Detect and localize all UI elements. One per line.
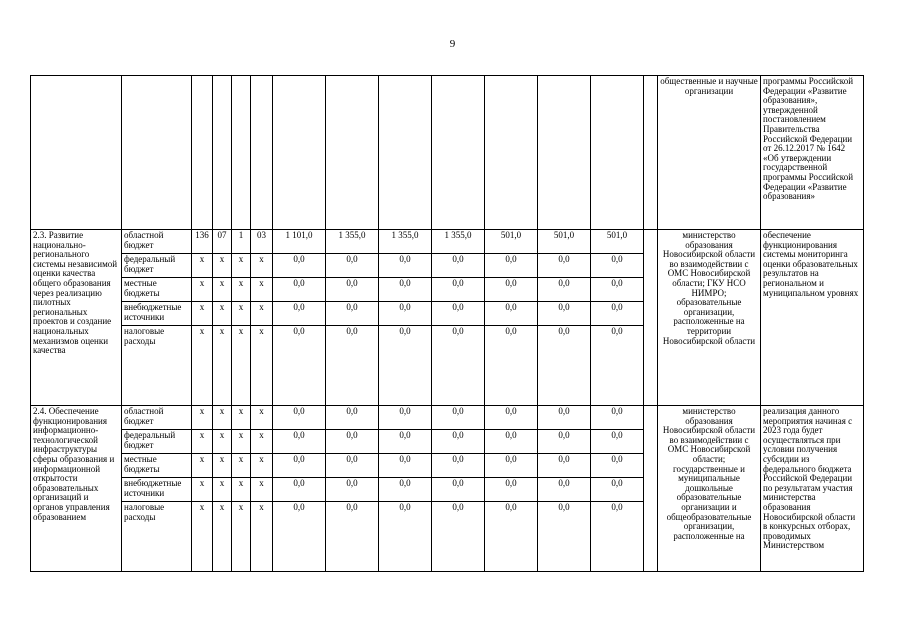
measure-name: 2.3. Развитие национально-регионального системы независимой оценки качества общего образования через реализацию пилотных региональных проектов и создание национальных механизмов оценки качества [31, 230, 122, 406]
result-cell: обеспечение функционирования системы мониторинга оценки образовательных результатов на региональном и муниципальном уровнях [761, 230, 864, 406]
program-table [30, 75, 864, 572]
value-cell: 0,0 [538, 278, 591, 302]
grbs-code: 136 [192, 230, 213, 254]
value-cell: 0,0 [538, 406, 591, 430]
empty-cell [251, 76, 273, 230]
value-cell: 0,0 [326, 254, 379, 278]
grbs-code: x [192, 254, 213, 278]
empty-cell [432, 76, 485, 230]
empty-cell [591, 76, 644, 230]
value-cell: 0,0 [432, 254, 485, 278]
funding-source: областной бюджет [122, 230, 192, 254]
funding-source: местные бюджеты [122, 278, 192, 302]
value-cell: 0,0 [432, 502, 485, 572]
csr-code: 03 [251, 230, 273, 254]
empty-cell [485, 76, 538, 230]
value-cell: 0,0 [485, 430, 538, 454]
empty-cell [232, 76, 251, 230]
value-cell: 0,0 [273, 430, 326, 454]
grbs-code: x [192, 406, 213, 430]
value-cell: 0,0 [485, 478, 538, 502]
value-cell: 0,0 [591, 302, 644, 326]
funding-source: областной бюджет [122, 406, 192, 430]
funding-source: налоговые расходы [122, 326, 192, 406]
empty-cell [192, 76, 213, 230]
value-cell: 0,0 [591, 502, 644, 572]
value-cell: 0,0 [591, 430, 644, 454]
pr-code: x [232, 326, 251, 406]
value-cell: 0,0 [273, 278, 326, 302]
empty-cell [273, 76, 326, 230]
value-cell: 0,0 [538, 454, 591, 478]
value-cell: 0,0 [326, 406, 379, 430]
funding-source: внебюджетные источники [122, 478, 192, 502]
value-cell: 0,0 [432, 430, 485, 454]
grbs-code: x [192, 502, 213, 572]
value-cell: 0,0 [591, 406, 644, 430]
grbs-code: x [192, 278, 213, 302]
rz-code: x [213, 478, 232, 502]
csr-code: x [251, 254, 273, 278]
value-cell: 0,0 [379, 502, 432, 572]
rz-code: x [213, 254, 232, 278]
value-cell: 0,0 [538, 478, 591, 502]
executor-cell: министерство образования Новосибирской области во взаимодействии с ОМС Новосибирской области; государственные и муниципальные дошкольные образовательные организации и общеобразовательные организации, расположенные на [658, 406, 761, 572]
value-cell: 0,0 [379, 478, 432, 502]
executor-cell: общественные и научные организации [658, 76, 761, 230]
rz-code: x [213, 430, 232, 454]
value-cell: 0,0 [273, 478, 326, 502]
value-cell: 0,0 [591, 326, 644, 406]
table-body [31, 76, 864, 572]
funding-source: местные бюджеты [122, 454, 192, 478]
grbs-code: x [192, 326, 213, 406]
value-cell: 0,0 [379, 406, 432, 430]
rz-code: x [213, 454, 232, 478]
value-cell: 0,0 [273, 502, 326, 572]
empty-cell [31, 76, 122, 230]
value-cell: 0,0 [379, 454, 432, 478]
value-cell: 0,0 [432, 326, 485, 406]
value-cell: 1 355,0 [432, 230, 485, 254]
value-cell: 0,0 [326, 326, 379, 406]
grbs-code: x [192, 454, 213, 478]
rz-code: x [213, 278, 232, 302]
funding-source: федеральный бюджет [122, 254, 192, 278]
value-cell: 0,0 [538, 326, 591, 406]
empty-cell [122, 76, 192, 230]
csr-code: x [251, 302, 273, 326]
value-cell: 0,0 [273, 326, 326, 406]
csr-code: x [251, 406, 273, 430]
value-cell: 0,0 [326, 302, 379, 326]
value-cell: 0,0 [485, 326, 538, 406]
rz-code: x [213, 502, 232, 572]
value-cell: 0,0 [485, 254, 538, 278]
value-cell: 0,0 [379, 430, 432, 454]
value-cell: 0,0 [485, 278, 538, 302]
value-cell: 0,0 [326, 454, 379, 478]
csr-code: x [251, 502, 273, 572]
pr-code: x [232, 406, 251, 430]
value-cell: 0,0 [538, 302, 591, 326]
result-cell: реализация данного мероприятия начиная с 2023 года будет осуществляться при условии получения субсидии из федерального бюджета Российской Федерации по результатам участия министерства образования Новосибирской области в конкурсных отборах, проводимых Министерством [761, 406, 864, 572]
empty-cell [644, 406, 658, 572]
result-cell: программы Российской Федерации «Развитие образования», утвержденной постановлением Правительства Российской Федерации от 26.12.2017 № 1642 «Об утверждении государственной программы Российской Федерации «Развитие образования» [761, 76, 864, 230]
value-cell: 0,0 [485, 302, 538, 326]
value-cell: 0,0 [432, 278, 485, 302]
value-cell: 0,0 [379, 302, 432, 326]
table-row [31, 406, 864, 430]
value-cell: 1 355,0 [379, 230, 432, 254]
rz-code: 07 [213, 230, 232, 254]
value-cell: 1 355,0 [326, 230, 379, 254]
value-cell: 1 101,0 [273, 230, 326, 254]
value-cell: 0,0 [591, 254, 644, 278]
pr-code: x [232, 278, 251, 302]
value-cell: 0,0 [591, 278, 644, 302]
measure-name: 2.4. Обеспечение функционирования информационно-технологической инфраструктуры сферы образования и информационной открытости образовательных организаций и органов управления образованием [31, 406, 122, 572]
value-cell: 0,0 [591, 478, 644, 502]
value-cell: 0,0 [538, 254, 591, 278]
empty-cell [538, 76, 591, 230]
value-cell: 0,0 [326, 502, 379, 572]
empty-cell [326, 76, 379, 230]
value-cell: 0,0 [273, 406, 326, 430]
empty-cell [213, 76, 232, 230]
value-cell: 501,0 [591, 230, 644, 254]
rz-code: x [213, 302, 232, 326]
value-cell: 0,0 [432, 406, 485, 430]
value-cell: 0,0 [326, 430, 379, 454]
grbs-code: x [192, 478, 213, 502]
funding-source: внебюджетные источники [122, 302, 192, 326]
table-row [31, 230, 864, 254]
rz-code: x [213, 326, 232, 406]
pr-code: x [232, 478, 251, 502]
funding-source: федеральный бюджет [122, 430, 192, 454]
value-cell: 0,0 [485, 502, 538, 572]
funding-source: налоговые расходы [122, 502, 192, 572]
value-cell: 0,0 [432, 302, 485, 326]
value-cell: 501,0 [485, 230, 538, 254]
value-cell: 501,0 [538, 230, 591, 254]
grbs-code: x [192, 430, 213, 454]
csr-code: x [251, 454, 273, 478]
pr-code: x [232, 502, 251, 572]
value-cell: 0,0 [432, 454, 485, 478]
pr-code: x [232, 302, 251, 326]
pr-code: x [232, 430, 251, 454]
empty-cell [379, 76, 432, 230]
value-cell: 0,0 [485, 454, 538, 478]
value-cell: 0,0 [485, 406, 538, 430]
value-cell: 0,0 [379, 254, 432, 278]
csr-code: x [251, 326, 273, 406]
value-cell: 0,0 [538, 502, 591, 572]
empty-cell [644, 76, 658, 230]
pr-code: 1 [232, 230, 251, 254]
value-cell: 0,0 [326, 478, 379, 502]
value-cell: 0,0 [326, 278, 379, 302]
value-cell: 0,0 [432, 478, 485, 502]
page-number: 9 [449, 38, 456, 50]
csr-code: x [251, 430, 273, 454]
rz-code: x [213, 406, 232, 430]
value-cell: 0,0 [591, 454, 644, 478]
value-cell: 0,0 [379, 278, 432, 302]
value-cell: 0,0 [273, 302, 326, 326]
csr-code: x [251, 478, 273, 502]
empty-cell [644, 230, 658, 406]
pr-code: x [232, 454, 251, 478]
value-cell: 0,0 [273, 454, 326, 478]
pr-code: x [232, 254, 251, 278]
grbs-code: x [192, 302, 213, 326]
value-cell: 0,0 [379, 326, 432, 406]
value-cell: 0,0 [538, 430, 591, 454]
table-row [31, 76, 864, 230]
executor-cell: министерство образования Новосибирской области во взаимодействии с ОМС Новосибирской области; ГКУ НСО НИМРО; образовательные организации, расположенные на территории Новосибирской области [658, 230, 761, 406]
value-cell: 0,0 [273, 254, 326, 278]
csr-code: x [251, 278, 273, 302]
